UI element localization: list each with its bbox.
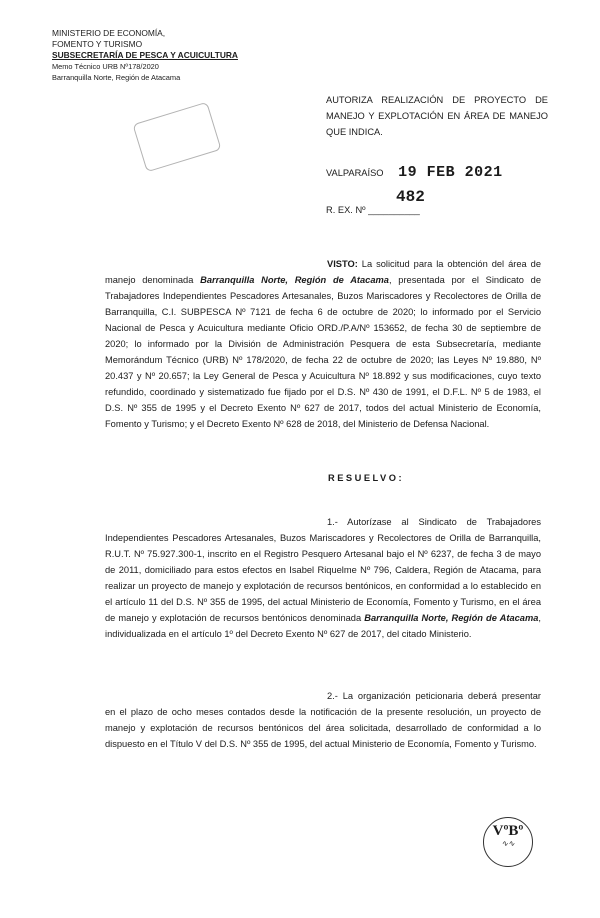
document-title: AUTORIZA REALIZACIÓN DE PROYECTO DE MANEJO Y EXPLOTACIÓN EN ÁREA DE MANEJO QUE INDICA. [326,95,548,137]
resuelvo-heading: RESUELVO: [328,473,405,483]
visto-area-name: Barranquilla Norte, Región de Atacama [200,275,389,285]
point-1-text-2: , individualizada en el artículo 1º del Decreto Exento Nº 627 de 2017, del citado Ministerio. [105,613,541,639]
letterhead [52,28,252,83]
point-2-text: 2.- La organización peticionaria deberá presentar en el plazo de ocho meses contados desde la notificación de la presente resolución, un proyecto de manejo y explotación de recursos bentónicos del área solicitada, desarrollado de conformidad a lo dispuesto en el Título V del D.S. Nº 355 de 1995, del actual Ministerio de Economía, Fomento y Turismo. [105,691,541,749]
resolution-label: R. EX. Nº __________ [326,205,420,215]
ministry-line-2: FOMENTO Y TURISMO [52,39,143,49]
date-stamp: 19 FEB 2021 [398,164,503,181]
faded-stamp [132,102,221,173]
resolution-point-1 [105,514,541,642]
visto-text-2: , presentada por el Sindicato de Trabajadores Independientes Pescadores Artesanales, Buzos Mariscadores y Recolectores de Orilla de Barranquilla, C.I. SUBPESCA Nº 7121 de fecha 6 de octubre de 2020; lo informado por el Servicio Nacional de Pesca y Acuicultura mediante Oficio ORD./P.A/Nº 153652, de fecha 30 de septiembre de 2020; lo informado por la División de Administración Pesquera de esta Subsecretaría, mediante Memorándum Técnico (URB) Nº 178/2020, de fecha 22 de octubre de 2020; las Leyes Nº 19.880, Nº 20.437 y Nº 20.657; la Ley General de Pesca y Acuicultura Nº 18.892 y sus modificaciones, cuyo texto refundido, coordinado y sistematizado fue fijado por el D.S. Nº 430 de 1991, el D.F.L. Nº 5 de 1983, el D.S. Nº 355 de 1995 y el Decreto Exento Nº 627 de 2017, todos del actual Ministerio de Economía, Fomento y Turismo; y el Decreto Exento Nº 628 de 2018, del Ministerio de Defensa Nacional. [105,275,541,429]
subsecretaria-line: SUBSECRETARÍA DE PESCA Y ACUICULTURA [52,50,238,60]
dateline-city: VALPARAÍSO [326,168,384,178]
visto-paragraph [105,256,541,432]
location-reference: Barranquilla Norte, Región de Atacama [52,73,181,82]
point-1-text: 1.- Autorízase al Sindicato de Trabajadores Independientes Pescadores Artesanales, Buzos Mariscadores y Recolectores de Orilla de Barranquilla, R.U.T. Nº 75.927.300-1, inscrito en el Registro Pesquero Artesanal bajo el Nº 6237, de fecha 3 de mayo de 2011, domiciliado para estos efectos en Isabel Riquelme Nº 796, Caldera, Región de Atacama, para realizar un proyecto de manejo y explotación de recursos bentónicos, en conformidad a lo establecido en el artículo 11 del D.S. Nº 355 de 1995, del actual Ministerio de Economía, Fomento y Turismo, en el área de manejo y explotación de recursos bentónicos denominada [105,517,541,623]
visto-text: La solicitud para la obtención del área de manejo denominada [105,259,541,285]
resolution-point-2 [105,688,541,752]
resolution-number-line [326,188,425,215]
point-1-area-name: Barranquilla Norte, Región de Atacama [364,613,539,623]
vobo-signature: ∿∿ [501,839,515,848]
ministry-line-1: MINISTERIO DE ECONOMÍA, [52,28,166,38]
memo-reference: Memo Técnico URB Nº178/2020 [52,62,159,71]
visto-label: VISTO: [327,259,358,269]
dateline [326,164,503,181]
vobo-mark: VºBº [492,823,524,839]
resolution-number: 482 [396,188,425,206]
approval-seal [483,817,533,867]
